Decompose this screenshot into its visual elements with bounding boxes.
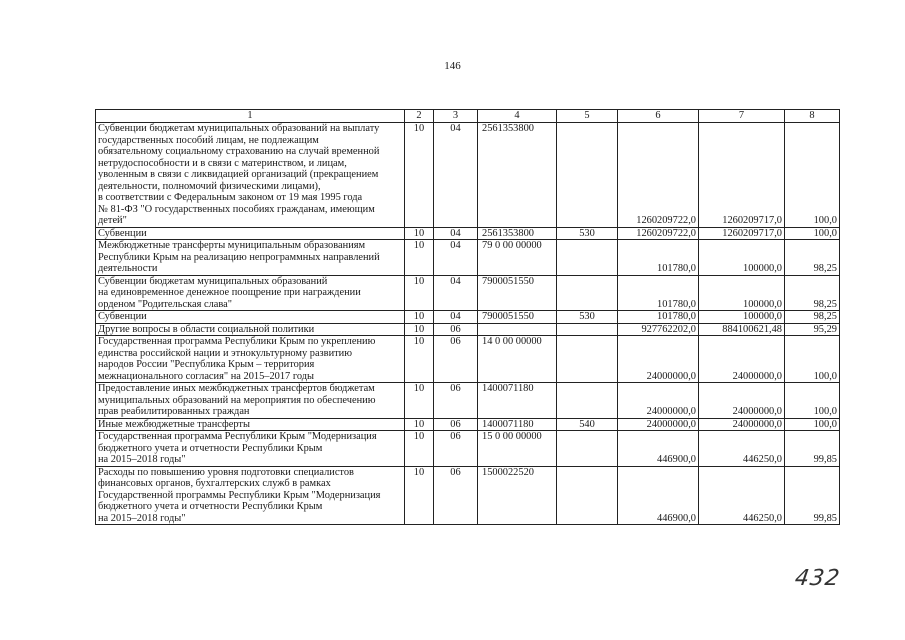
target-article-code: 1500022520 <box>478 466 557 525</box>
planned-amount: 927762202,0 <box>618 323 699 336</box>
section-code: 10 <box>405 418 434 431</box>
percent-executed: 100,0 <box>785 336 840 383</box>
planned-amount: 1260209722,0 <box>618 227 699 240</box>
table-row <box>96 227 840 240</box>
target-article-code: 7900051550 <box>478 275 557 311</box>
subsection-code: 04 <box>434 240 478 276</box>
percent-executed: 98,25 <box>785 311 840 324</box>
table-row <box>96 240 840 276</box>
row-name: Государственная программа Республики Крым "Модернизация бюджетного учета и отчетности Республики Крым на 2015–2018 годы" <box>96 431 405 467</box>
section-code: 10 <box>405 336 434 383</box>
target-article-code: 7900051550 <box>478 311 557 324</box>
target-article-code: 1400071180 <box>478 383 557 419</box>
executed-amount: 100000,0 <box>699 275 785 311</box>
table-row <box>96 336 840 383</box>
target-article-code: 79 0 00 00000 <box>478 240 557 276</box>
planned-amount: 446900,0 <box>618 466 699 525</box>
planned-amount: 24000000,0 <box>618 418 699 431</box>
table-row <box>96 383 840 419</box>
percent-executed: 98,25 <box>785 275 840 311</box>
row-name: Субвенции бюджетам муниципальных образований на единовременное денежное поощрение при награждении орденом "Родительская слава" <box>96 275 405 311</box>
target-article-code: 14 0 00 00000 <box>478 336 557 383</box>
subsection-code: 06 <box>434 336 478 383</box>
section-code: 10 <box>405 431 434 467</box>
row-name: Иные межбюджетные трансферты <box>96 418 405 431</box>
expense-type-code <box>557 431 618 467</box>
expense-type-code <box>557 383 618 419</box>
column-header-2: 2 <box>405 110 434 123</box>
planned-amount: 446900,0 <box>618 431 699 467</box>
executed-amount: 1260209717,0 <box>699 123 785 228</box>
subsection-code: 06 <box>434 466 478 525</box>
target-article-code <box>478 323 557 336</box>
row-name: Субвенции <box>96 311 405 324</box>
section-code: 10 <box>405 466 434 525</box>
expense-type-code: 540 <box>557 418 618 431</box>
planned-amount: 101780,0 <box>618 240 699 276</box>
expense-type-code: 530 <box>557 311 618 324</box>
percent-executed: 100,0 <box>785 227 840 240</box>
expense-type-code: 530 <box>557 227 618 240</box>
section-code: 10 <box>405 123 434 228</box>
section-code: 10 <box>405 311 434 324</box>
column-header-4: 4 <box>478 110 557 123</box>
planned-amount: 24000000,0 <box>618 383 699 419</box>
percent-executed: 100,0 <box>785 123 840 228</box>
executed-amount: 446250,0 <box>699 431 785 467</box>
executed-amount: 1260209717,0 <box>699 227 785 240</box>
executed-amount: 24000000,0 <box>699 383 785 419</box>
table-row <box>96 275 840 311</box>
percent-executed: 100,0 <box>785 383 840 419</box>
executed-amount: 884100621,48 <box>699 323 785 336</box>
planned-amount: 101780,0 <box>618 311 699 324</box>
table-row <box>96 311 840 324</box>
target-article-code: 1400071180 <box>478 418 557 431</box>
table-row <box>96 466 840 525</box>
subsection-code: 06 <box>434 323 478 336</box>
expense-type-code <box>557 275 618 311</box>
target-article-code: 2561353800 <box>478 123 557 228</box>
section-code: 10 <box>405 323 434 336</box>
table-row <box>96 431 840 467</box>
row-name: Предоставление иных межбюджетных трансфертов бюджетам муниципальных образований на мероприятия по обеспечению прав реабилитированных граждан <box>96 383 405 419</box>
percent-executed: 99,85 <box>785 466 840 525</box>
executed-amount: 24000000,0 <box>699 418 785 431</box>
subsection-code: 06 <box>434 418 478 431</box>
column-header-5: 5 <box>557 110 618 123</box>
column-header-6: 6 <box>618 110 699 123</box>
percent-executed: 99,85 <box>785 431 840 467</box>
table-header-row <box>96 110 840 123</box>
page-number: 146 <box>444 60 461 72</box>
expense-type-code <box>557 336 618 383</box>
row-name: Межбюджетные трансферты муниципальным образованиям Республики Крым на реализацию непрограммных направлений деятельности <box>96 240 405 276</box>
subsection-code: 06 <box>434 431 478 467</box>
column-header-1: 1 <box>96 110 405 123</box>
table-row <box>96 418 840 431</box>
subsection-code: 04 <box>434 123 478 228</box>
percent-executed: 100,0 <box>785 418 840 431</box>
row-name: Субвенции <box>96 227 405 240</box>
subsection-code: 04 <box>434 227 478 240</box>
row-name: Расходы по повышению уровня подготовки специалистов финансовых органов, бухгалтерских служб в рамках Государственной программы Республики Крым "Модернизация бюджетного учета и отчетности Республики Крым на 2015–2018 годы" <box>96 466 405 525</box>
subsection-code: 04 <box>434 275 478 311</box>
target-article-code: 15 0 00 00000 <box>478 431 557 467</box>
percent-executed: 98,25 <box>785 240 840 276</box>
section-code: 10 <box>405 275 434 311</box>
row-name: Субвенции бюджетам муниципальных образований на выплату государственных пособий лицам, не подлежащим обязательному социальному страхованию на случай временной нетрудоспособности и в связи с материнством, и лицам, уволенным в связи с ликвидацией организаций (прекращением деятельности, полномочий физическими лицами), в соответствии с Федеральным законом от 19 мая 1995 года № 81-ФЗ "О государственных пособиях гражданам, имеющим детей" <box>96 123 405 228</box>
planned-amount: 24000000,0 <box>618 336 699 383</box>
executed-amount: 100000,0 <box>699 311 785 324</box>
row-name: Другие вопросы в области социальной политики <box>96 323 405 336</box>
section-code: 10 <box>405 383 434 419</box>
column-header-8: 8 <box>785 110 840 123</box>
executed-amount: 446250,0 <box>699 466 785 525</box>
expense-type-code <box>557 323 618 336</box>
expense-type-code <box>557 240 618 276</box>
expense-type-code <box>557 123 618 228</box>
executed-amount: 100000,0 <box>699 240 785 276</box>
percent-executed: 95,29 <box>785 323 840 336</box>
section-code: 10 <box>405 240 434 276</box>
row-name: Государственная программа Республики Крым по укреплению единства российской нации и этнокультурному развитию народов России "Республика Крым – территория межнационального согласия" на 2015–2017 годы <box>96 336 405 383</box>
column-header-3: 3 <box>434 110 478 123</box>
executed-amount: 24000000,0 <box>699 336 785 383</box>
table-row <box>96 123 840 228</box>
target-article-code: 2561353800 <box>478 227 557 240</box>
expense-type-code <box>557 466 618 525</box>
column-header-7: 7 <box>699 110 785 123</box>
section-code: 10 <box>405 227 434 240</box>
planned-amount: 1260209722,0 <box>618 123 699 228</box>
budget-table <box>95 109 840 525</box>
subsection-code: 06 <box>434 383 478 419</box>
handwritten-page-number: 432 <box>793 566 842 591</box>
table-row <box>96 323 840 336</box>
subsection-code: 04 <box>434 311 478 324</box>
planned-amount: 101780,0 <box>618 275 699 311</box>
